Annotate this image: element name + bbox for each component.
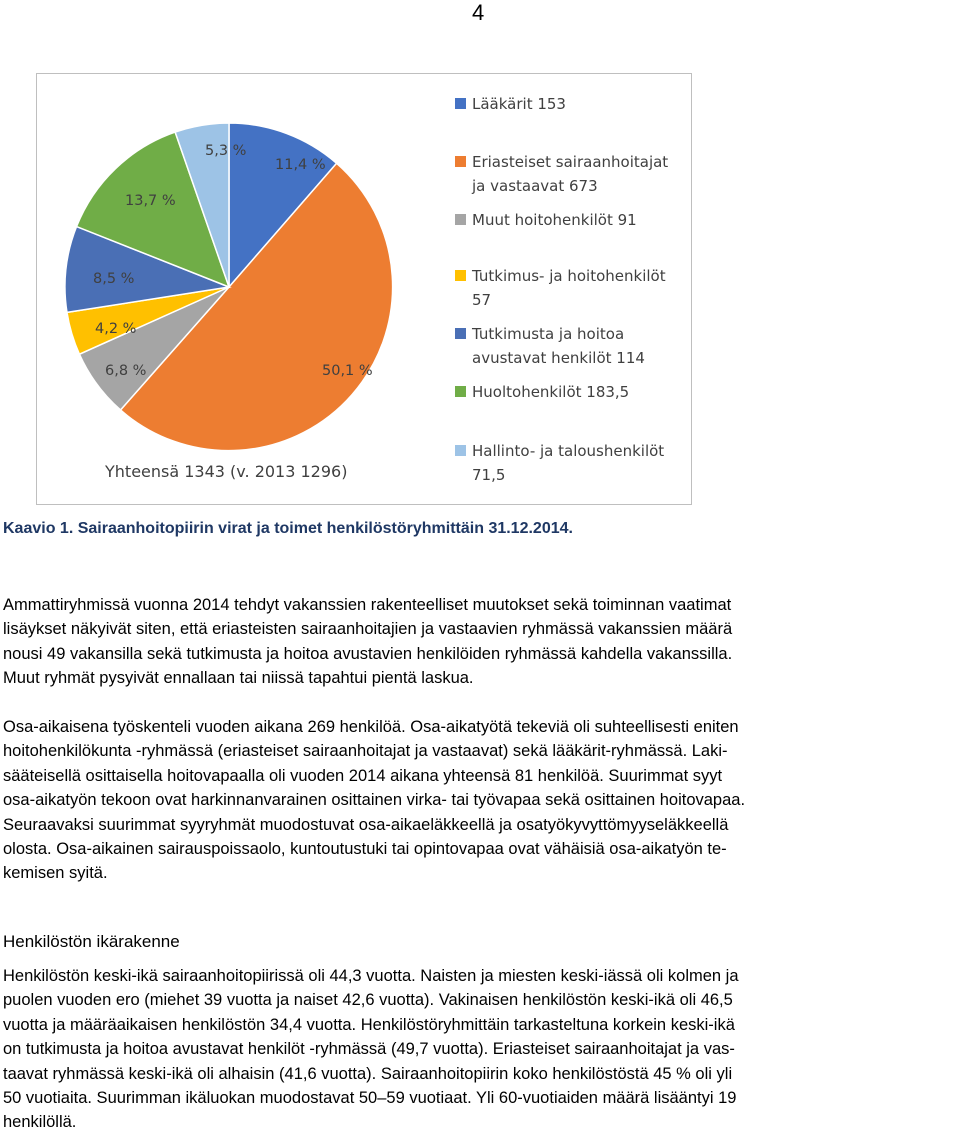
text-line: Ammattiryhmissä vuonna 2014 tehdyt vakanssien rakenteelliset muutokset sekä toiminnan vaatimat <box>3 596 732 614</box>
legend-label: 57 <box>472 291 492 309</box>
legend-label: Huoltohenkilöt 183,5 <box>472 383 630 401</box>
pie-chart <box>36 73 692 505</box>
text-line: puolen vuoden ero (miehet 39 vuotta ja naiset 42,6 vuotta). Vakinaisen henkilöstön keski-ikä oli 46,5 <box>3 991 733 1010</box>
legend-swatch <box>455 270 466 281</box>
text-line: kemisen syitä. <box>3 864 108 883</box>
text-line: osa-aikatyön tekoon ovat harkinnanvarainen osittainen virka- tai työvapaa sekä osittainen hoitovapaa. <box>3 791 746 810</box>
legend-label: Hallinto- ja taloushenkilöt <box>472 442 665 460</box>
text-line: olosta. Osa-aikainen sairauspoissaolo, kuntoutustuki tai opintovapaa ovat vähäisiä osa-aikatyön te- <box>3 840 727 859</box>
legend-label: Muut hoitohenkilöt 91 <box>472 211 637 229</box>
page-number: 4 <box>472 0 485 25</box>
legend-item <box>455 264 690 312</box>
text-line: Muut ryhmät pysyivät ennallaan tai niissä tapahtui pientä laskua. <box>3 669 474 688</box>
pie-data-label: 4,2 % <box>95 321 137 337</box>
text-line: Seuraavaksi suurimmat syyryhmät muodostuvat osa-aikaeläkkeellä ja osatyökyvyttömyyseläkkeellä <box>3 815 729 834</box>
text-line: vuotta ja määräaikaisen henkilöstön 34,4 vuotta. Henkilöstöryhmittäin tarkasteltuna korkein keski-ikä <box>3 1015 735 1034</box>
legend-item <box>455 150 690 198</box>
legend-item <box>455 208 690 232</box>
paragraph-vacancies <box>3 593 958 691</box>
paragraph-part-time <box>3 715 958 886</box>
text-line: sääteisellä osittaisella hoitovapaalla oli vuoden 2014 aikana yhteensä 81 henkilöä. Suurimmat syyt <box>3 766 723 785</box>
legend-label: Lääkärit 153 <box>472 95 566 113</box>
text-line: Osa-aikaisena työskenteli vuoden aikana 269 henkilöä. Osa-aikatyötä tekeviä oli suhteellisesti eniten <box>3 718 739 736</box>
legend-item <box>455 380 690 404</box>
text-line: 50 vuotiaita. Suurimman ikäluokan muodostavat 50–59 vuotiaat. Yli 60-vuotiaiden määrä lisääntyi 19 <box>3 1089 737 1108</box>
text-line: henkilöllä. <box>3 1113 77 1132</box>
text-line: taavat ryhmässä keski-ikä oli alhaisin (41,6 vuotta). Sairaanhoitopiirin koko henkilöstöstä 45 % oli yli <box>3 1064 733 1083</box>
figure-caption: Kaavio 1. Sairaanhoitopiirin virat ja toimet henkilöstöryhmittäin 31.12.2014. <box>3 520 573 537</box>
text-line: hoitohenkilökunta -ryhmässä (eriasteiset sairaanhoitajat ja vastaavat) sekä lääkärit-ryhmässä. Laki- <box>3 742 728 761</box>
pie-data-label: 6,8 % <box>105 363 147 379</box>
legend-item <box>455 439 690 487</box>
legend-item <box>455 92 690 116</box>
legend-swatch <box>455 98 466 109</box>
chart-total-label: Yhteensä 1343 (v. 2013 1296) <box>105 462 348 481</box>
legend-label: Tutkimus- ja hoitohenkilöt <box>472 267 666 285</box>
pie-data-label: 50,1 % <box>322 363 373 379</box>
pie-data-label: 13,7 % <box>125 193 176 209</box>
legend-item <box>455 322 690 370</box>
legend-swatch <box>455 328 466 339</box>
pie-data-label: 11,4 % <box>275 157 326 173</box>
legend-swatch <box>455 156 466 167</box>
text-line: lisäykset näkyivät siten, että eriasteisten sairaanhoitajien ja vastaavien ryhmässä vakanssien määrä <box>3 620 733 639</box>
legend-swatch <box>455 445 466 456</box>
legend-swatch <box>455 214 466 225</box>
text-line: on tutkimusta ja hoitoa avustavat henkilöt -ryhmässä (49,7 vuotta). Eriasteiset sairaanhoitajat ja vas- <box>3 1040 735 1059</box>
pie-data-label: 5,3 % <box>205 143 247 159</box>
pie-data-label: 8,5 % <box>93 271 135 287</box>
text-line: nousi 49 vakansilla sekä tutkimusta ja hoitoa avustavien henkilöiden ryhmässä kahdella vakanssilla. <box>3 644 733 663</box>
legend-label: Tutkimusta ja hoitoa <box>472 325 625 343</box>
legend-label: avustavat henkilöt 114 <box>472 349 645 367</box>
legend-label: ja vastaavat 673 <box>472 177 598 195</box>
paragraph-age-structure <box>3 964 958 1135</box>
legend-label: 71,5 <box>472 466 506 484</box>
legend-swatch <box>455 386 466 397</box>
section-heading-age-structure: Henkilöstön ikärakenne <box>3 932 180 951</box>
text-line: Henkilöstön keski-ikä sairaanhoitopiirissä oli 44,3 vuotta. Naisten ja miesten keski-iässä oli kolmen ja <box>3 967 739 985</box>
legend-label: Eriasteiset sairaanhoitajat <box>472 153 669 171</box>
